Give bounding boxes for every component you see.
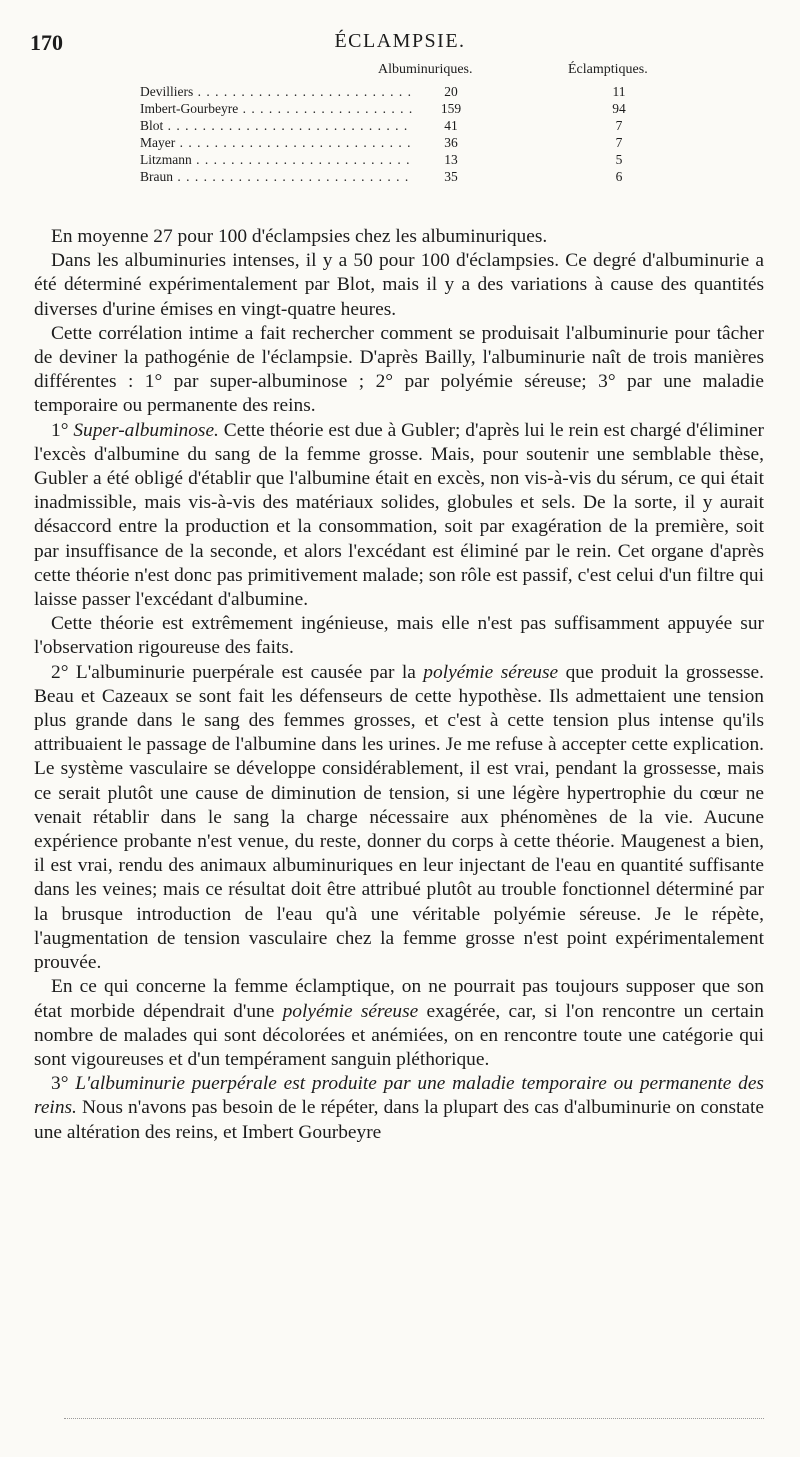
italic-term: Super-albuminose. bbox=[73, 419, 219, 441]
paragraph-maladie-des-reins bbox=[34, 1072, 764, 1145]
eclamptiques-value: 6 bbox=[615, 169, 623, 184]
paragraph: Cette corrélation intime a fait rechercher comment se produisait l'albuminurie pour tâcher de deviner la pathogénie de l'éclampsie. D'après Bailly, l'albuminurie naît de trois manières différentes : 1° par super-albuminose ; 2° par polyémie séreuse; 3° par une maladie temporaire ou permanente des reins. bbox=[34, 322, 764, 417]
paragraph-lead: 1° bbox=[51, 419, 74, 441]
author-name: Mayer . . . bbox=[140, 135, 412, 151]
paragraph-polyemie-sereuse bbox=[34, 661, 764, 976]
paragraph-rest: que produit la grossesse. Beau et Cazeaux se sont fait les défenseurs de cette hypothèse. Ils admettaient une tension plus grande dans le sang des femmes grosses, et c'est à cette tension plus intense qu'ils attribuaient le passage de l'albumine dans les urines. Je me refuse à accepter cette explication. Le système vasculaire se développe considérablement, il est vrai, pendant la grossesse, mais ce serait plutôt une cause de diminution de tension, si une légère hypertrophie du cœur ne venait rétablir dans le sang la charge nécessaire aux phénomènes de la vie. Aucune expérience probante n'est venue, du reste, donner du corps à cette théorie. Maugenest a bien, il est vrai, rendu des animaux albuminuriques en leur injectant de l'eau en quantité suffisante dans les veines; mais ce résultat doit être attribué plutôt au trouble fonctionnel déterminé par la brusque introduction de l'eau qu'à une véritable polyémie séreuse. Je le répète, l'augmentation de tension vasculaire chez la femme grosse n'est point expérimentalement prouvée. bbox=[34, 661, 764, 974]
page-header bbox=[30, 30, 770, 60]
paragraph-rest: Nous n'avons pas besoin de le répéter, dans la plupart des cas d'albuminurie on constate une altération des reins, et Imbert Gourbeyre bbox=[34, 1097, 764, 1143]
albuminuriques-value: 35 bbox=[444, 169, 458, 184]
table-row bbox=[140, 101, 700, 118]
table-row bbox=[140, 118, 700, 135]
eclamptiques-value: 5 bbox=[615, 152, 623, 167]
table-row bbox=[140, 152, 700, 169]
albuminuriques-value: 20 bbox=[444, 84, 458, 99]
paragraph-rest: exagérée, car, si l'on rencontre un certain nombre de malades qui sont décolorées et anémiées, on en rencontre toute une catégorie qui sont vigoureuses et d'un tempérament sanguin pléthorique. bbox=[34, 1000, 764, 1070]
italic-term: polyémie séreuse bbox=[423, 661, 559, 683]
author-name: Litzmann . . . bbox=[140, 152, 412, 168]
paragraph-lead: 2° L'albuminurie puerpérale est causée par la bbox=[51, 661, 424, 683]
paragraph-rest: Cette théorie est due à Gubler; d'après lui le rein est chargé d'éliminer l'excès d'albumine du sang de la femme grosse. Mais, pour soutenir une semblable thèse, Gubler a été obligé d'établir que l'albumine était en excès, non vis-à-vis du sérum, ce qui était inadmissible, mais vis-à-vis des matériaux solides, globules et sels. De la sorte, il y aurait désaccord entre la production et la consommation, soit par exagération de la première, soit par insuffisance de la seconde, et alors l'excédant est éliminé par le rein. Cet organe d'après cette théorie n'est donc pas primitivement malade; son rôle est passif, c'est celui d'un filtre qui laisse passer l'excédant d'albumine. bbox=[34, 419, 764, 611]
table-header bbox=[140, 62, 700, 84]
albuminuriques-value: 159 bbox=[440, 101, 462, 116]
eclamptiques-value: 7 bbox=[615, 118, 623, 133]
table-row bbox=[140, 84, 700, 101]
table-row bbox=[140, 169, 700, 186]
author-name: Blot . . . bbox=[140, 118, 412, 134]
paragraph-super-albuminose bbox=[34, 419, 764, 613]
italic-term: L'albuminurie puerpérale est produite par une maladie temporaire ou permanente des reins. bbox=[34, 1073, 764, 1119]
paragraph-lead: 3° bbox=[51, 1073, 76, 1095]
running-title: ÉCLAMPSIE. bbox=[334, 30, 466, 52]
paragraph-lead: En ce qui concerne la femme éclamptique, on ne pourrait pas toujours supposer que son état morbide dépendrait d'une bbox=[34, 976, 764, 1022]
column-header-albuminuriques: Albuminuriques. bbox=[378, 62, 473, 77]
albuminuriques-value: 13 bbox=[444, 152, 458, 167]
author-name: Imbert-Gourbeyre . . . bbox=[140, 101, 412, 117]
albuminuriques-value: 36 bbox=[444, 135, 458, 150]
paragraph: En moyenne 27 pour 100 d'éclampsies chez les albuminuriques. bbox=[51, 226, 548, 247]
body-text bbox=[34, 225, 764, 1145]
eclamptiques-value: 94 bbox=[612, 101, 626, 116]
column-header-eclamptiques: Éclamptiques. bbox=[568, 62, 648, 77]
paragraph: Cette théorie est extrêmement ingénieuse, mais elle n'est pas suffisamment appuyée sur l'observation rigoureuse des faits. bbox=[34, 613, 764, 659]
paragraph-femme-eclamptique bbox=[34, 975, 764, 1072]
author-name: Devilliers . . . bbox=[140, 84, 412, 100]
eclamptiques-value: 7 bbox=[615, 135, 623, 150]
page-number: 170 bbox=[30, 30, 63, 55]
paragraph: Dans les albuminuries intenses, il y a 50 pour 100 d'éclampsies. Ce degré d'albuminurie a été déterminé expérimentalement par Blot, mais il y a des variations à cause des quantités diverses d'urine émises en vingt-quatre heures. bbox=[34, 250, 764, 320]
author-name: Braun . . . bbox=[140, 169, 412, 185]
italic-term: polyémie séreuse bbox=[282, 1000, 419, 1022]
statistics-table bbox=[140, 62, 700, 186]
albuminuriques-value: 41 bbox=[444, 118, 458, 133]
footer-dotted-rule bbox=[64, 1418, 764, 1419]
eclamptiques-value: 11 bbox=[612, 84, 626, 99]
table-row bbox=[140, 135, 700, 152]
